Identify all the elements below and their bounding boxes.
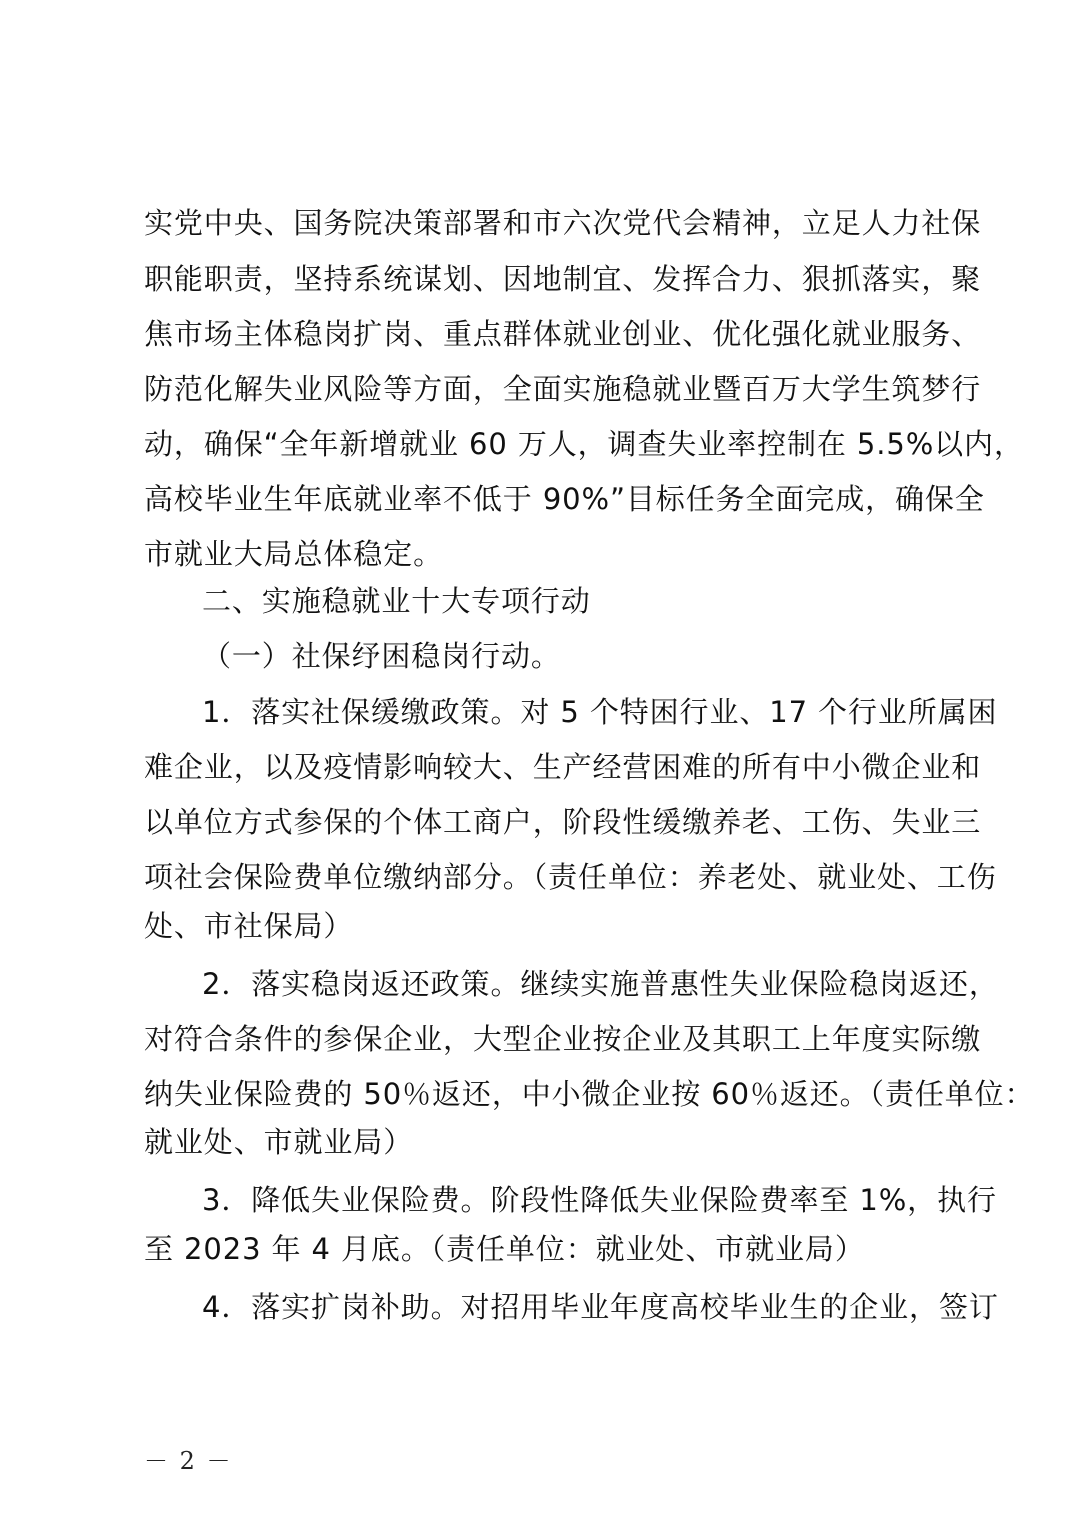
text-line: 二、实施稳就业十大专项行动 [202,584,591,618]
text-line: 职能职责，坚持系统谋划、因地制宜、发挥合力、狠抓落实，聚 [144,262,982,296]
text-line: 高校毕业生年底就业率不低于 90%”目标任务全面完成，确保全 [144,482,985,516]
text-line: 以单位方式参保的个体工商户，阶段性缓缴养老、工伤、失业三 [144,805,982,839]
page-number: － 2 － [144,1447,233,1475]
text-line: 项社会保险费单位缴纳部分。（责任单位：养老处、就业处、工伤 [144,860,997,894]
text-line: 3．降低失业保险费。阶段性降低失业保险费率至 1%，执行 [202,1183,997,1217]
text-line: 就业处、市就业局） [144,1125,414,1159]
text-line: 1．落实社保缓缴政策。对 5 个特困行业、17 个行业所属困 [202,695,998,729]
text-line: 4．落实扩岗补助。对招用毕业年度高校毕业生的企业，签订 [202,1290,999,1324]
text-line: 市就业大局总体稳定。 [144,537,444,571]
text-line: 纳失业保险费的 50％返还，中小微企业按 60％返还。（责任单位： [144,1077,1035,1111]
text-line: 难企业，以及疫情影响较大、生产经营困难的所有中小微企业和 [144,750,982,784]
text-line: 防范化解失业风险等方面，全面实施稳就业暨百万大学生筑梦行 [144,372,982,406]
text-line: 至 2023 年 4 月底。（责任单位：就业处、市就业局） [144,1232,865,1266]
text-line: 实党中央、国务院决策部署和市六次党代会精神，立足人力社保 [144,206,982,240]
text-line: （一）社保纾困稳岗行动。 [202,639,561,673]
text-line: 焦市场主体稳岗扩岗、重点群体就业创业、优化强化就业服务、 [144,317,982,351]
text-line: 对符合条件的参保企业，大型企业按企业及其职工上年度实际缴 [144,1022,982,1056]
text-line: 处、市社保局） [144,909,354,943]
text-line: 动，确保“全年新增就业 60 万人，调查失业率控制在 5.5%以内， [144,427,1024,461]
text-line: 2．落实稳岗返还政策。继续实施普惠性失业保险稳岗返还， [202,967,999,1001]
